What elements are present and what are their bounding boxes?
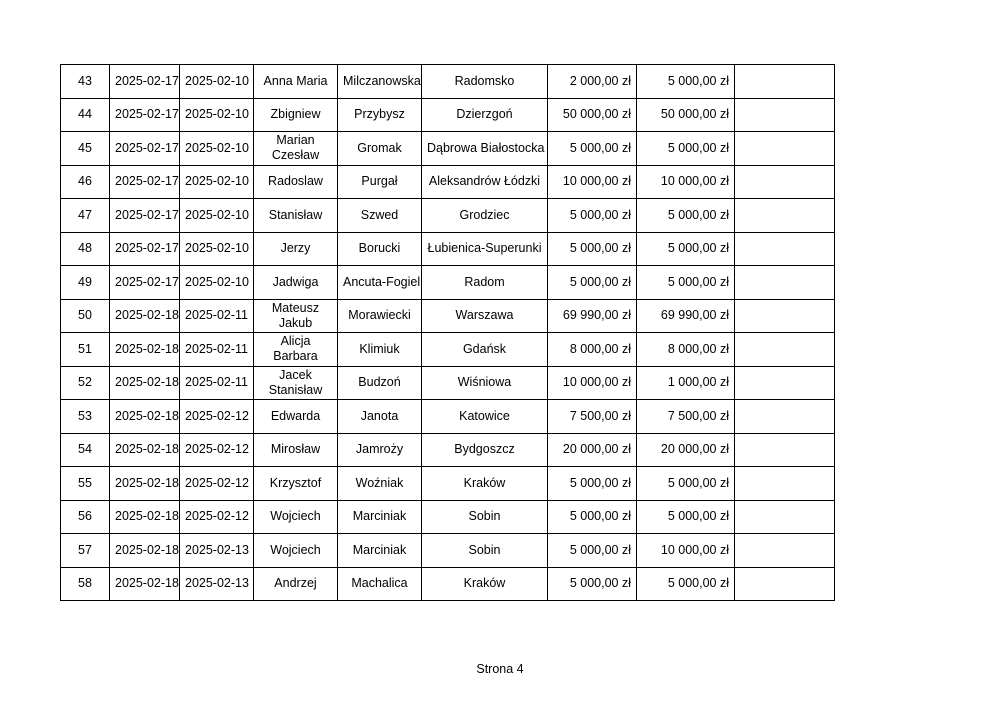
total-amount-cell: 10 000,00 zł [637, 165, 735, 199]
city-cell: Grodziec [422, 199, 548, 233]
row-number-cell: 48 [61, 232, 110, 266]
total-amount-cell: 5 000,00 zł [637, 500, 735, 534]
notes-cell [735, 299, 835, 333]
row-number-cell: 50 [61, 299, 110, 333]
transfer-date-cell: 2025-02-13 [180, 534, 254, 568]
transfer-date-cell: 2025-02-11 [180, 333, 254, 367]
entry-date-cell: 2025-02-18 [110, 534, 180, 568]
city-cell: Aleksandrów Łódzki [422, 165, 548, 199]
total-amount-cell: 10 000,00 zł [637, 534, 735, 568]
notes-cell [735, 199, 835, 233]
entry-date-cell: 2025-02-18 [110, 467, 180, 501]
total-amount-cell: 50 000,00 zł [637, 98, 735, 132]
table-row [61, 65, 835, 99]
amount-cell: 69 990,00 zł [548, 299, 637, 333]
first-name-cell: Edwarda [254, 400, 338, 434]
entry-date-cell: 2025-02-18 [110, 299, 180, 333]
table-row [61, 232, 835, 266]
total-amount-cell: 5 000,00 zł [637, 65, 735, 99]
table-row [61, 333, 835, 367]
city-cell: Warszawa [422, 299, 548, 333]
entry-date-cell: 2025-02-17 [110, 165, 180, 199]
entry-date-cell: 2025-02-18 [110, 500, 180, 534]
entry-date-cell: 2025-02-18 [110, 567, 180, 601]
total-amount-cell: 1 000,00 zł [637, 366, 735, 400]
city-cell: Kraków [422, 567, 548, 601]
transfer-date-cell: 2025-02-11 [180, 299, 254, 333]
row-number-cell: 56 [61, 500, 110, 534]
entry-date-cell: 2025-02-17 [110, 132, 180, 166]
city-cell: Radomsko [422, 65, 548, 99]
city-cell: Katowice [422, 400, 548, 434]
entry-date-cell: 2025-02-17 [110, 65, 180, 99]
notes-cell [735, 65, 835, 99]
table-row [61, 500, 835, 534]
transfer-date-cell: 2025-02-10 [180, 266, 254, 300]
row-number-cell: 52 [61, 366, 110, 400]
notes-cell [735, 165, 835, 199]
last-name-cell: Milczanowska [338, 65, 422, 99]
table-row [61, 467, 835, 501]
first-name-cell: Jadwiga [254, 266, 338, 300]
first-name-cell: Radoslaw [254, 165, 338, 199]
last-name-cell: Janota [338, 400, 422, 434]
notes-cell [735, 534, 835, 568]
row-number-cell: 44 [61, 98, 110, 132]
city-cell: Sobin [422, 500, 548, 534]
transfer-date-cell: 2025-02-10 [180, 98, 254, 132]
city-cell: Wiśniowa [422, 366, 548, 400]
total-amount-cell: 8 000,00 zł [637, 333, 735, 367]
city-cell: Dąbrowa Białostocka [422, 132, 548, 166]
row-number-cell: 57 [61, 534, 110, 568]
transfer-date-cell: 2025-02-12 [180, 433, 254, 467]
last-name-cell: Woźniak [338, 467, 422, 501]
amount-cell: 5 000,00 zł [548, 500, 637, 534]
last-name-cell: Purgał [338, 165, 422, 199]
city-cell: Łubienica-Superunki [422, 232, 548, 266]
transfer-date-cell: 2025-02-10 [180, 199, 254, 233]
table-row [61, 299, 835, 333]
city-cell: Gdańsk [422, 333, 548, 367]
amount-cell: 7 500,00 zł [548, 400, 637, 434]
total-amount-cell: 5 000,00 zł [637, 132, 735, 166]
notes-cell [735, 400, 835, 434]
entry-date-cell: 2025-02-18 [110, 366, 180, 400]
first-name-cell: Anna Maria [254, 65, 338, 99]
table-row [61, 199, 835, 233]
last-name-cell: Morawiecki [338, 299, 422, 333]
table-row [61, 534, 835, 568]
row-number-cell: 43 [61, 65, 110, 99]
entry-date-cell: 2025-02-18 [110, 333, 180, 367]
transfer-date-cell: 2025-02-13 [180, 567, 254, 601]
row-number-cell: 58 [61, 567, 110, 601]
transfer-date-cell: 2025-02-10 [180, 132, 254, 166]
notes-cell [735, 567, 835, 601]
row-number-cell: 51 [61, 333, 110, 367]
first-name-cell: Zbigniew [254, 98, 338, 132]
amount-cell: 5 000,00 zł [548, 232, 637, 266]
notes-cell [735, 467, 835, 501]
first-name-cell: Stanisław [254, 199, 338, 233]
last-name-cell: Machalica [338, 567, 422, 601]
entry-date-cell: 2025-02-17 [110, 232, 180, 266]
first-name-cell: Mateusz Jakub [254, 299, 338, 333]
transfer-date-cell: 2025-02-12 [180, 467, 254, 501]
transfer-date-cell: 2025-02-12 [180, 500, 254, 534]
amount-cell: 5 000,00 zł [548, 567, 637, 601]
row-number-cell: 45 [61, 132, 110, 166]
last-name-cell: Ancuta-Fogiel [338, 266, 422, 300]
table-row [61, 132, 835, 166]
table-row [61, 266, 835, 300]
notes-cell [735, 433, 835, 467]
notes-cell [735, 232, 835, 266]
notes-cell [735, 500, 835, 534]
table-body [61, 65, 835, 601]
entry-date-cell: 2025-02-17 [110, 199, 180, 233]
entry-date-cell: 2025-02-17 [110, 98, 180, 132]
last-name-cell: Klimiuk [338, 333, 422, 367]
total-amount-cell: 5 000,00 zł [637, 266, 735, 300]
total-amount-cell: 7 500,00 zł [637, 400, 735, 434]
transfer-date-cell: 2025-02-10 [180, 65, 254, 99]
amount-cell: 5 000,00 zł [548, 266, 637, 300]
donations-table [60, 64, 835, 601]
amount-cell: 8 000,00 zł [548, 333, 637, 367]
total-amount-cell: 20 000,00 zł [637, 433, 735, 467]
row-number-cell: 46 [61, 165, 110, 199]
total-amount-cell: 69 990,00 zł [637, 299, 735, 333]
amount-cell: 20 000,00 zł [548, 433, 637, 467]
first-name-cell: Marian Czesław [254, 132, 338, 166]
first-name-cell: Jacek Stanisław [254, 366, 338, 400]
last-name-cell: Marciniak [338, 500, 422, 534]
notes-cell [735, 333, 835, 367]
amount-cell: 10 000,00 zł [548, 366, 637, 400]
transfer-date-cell: 2025-02-11 [180, 366, 254, 400]
total-amount-cell: 5 000,00 zł [637, 467, 735, 501]
transfer-date-cell: 2025-02-10 [180, 165, 254, 199]
first-name-cell: Alicja Barbara [254, 333, 338, 367]
row-number-cell: 54 [61, 433, 110, 467]
last-name-cell: Marciniak [338, 534, 422, 568]
amount-cell: 5 000,00 zł [548, 199, 637, 233]
amount-cell: 5 000,00 zł [548, 534, 637, 568]
amount-cell: 2 000,00 zł [548, 65, 637, 99]
row-number-cell: 53 [61, 400, 110, 434]
notes-cell [735, 266, 835, 300]
first-name-cell: Wojciech [254, 534, 338, 568]
transfer-date-cell: 2025-02-10 [180, 232, 254, 266]
amount-cell: 5 000,00 zł [548, 467, 637, 501]
amount-cell: 5 000,00 zł [548, 132, 637, 166]
row-number-cell: 49 [61, 266, 110, 300]
first-name-cell: Wojciech [254, 500, 338, 534]
last-name-cell: Szwed [338, 199, 422, 233]
last-name-cell: Budzoń [338, 366, 422, 400]
table-row [61, 98, 835, 132]
transfer-date-cell: 2025-02-12 [180, 400, 254, 434]
row-number-cell: 55 [61, 467, 110, 501]
amount-cell: 50 000,00 zł [548, 98, 637, 132]
entry-date-cell: 2025-02-17 [110, 266, 180, 300]
city-cell: Kraków [422, 467, 548, 501]
last-name-cell: Jamroży [338, 433, 422, 467]
table-row [61, 400, 835, 434]
amount-cell: 10 000,00 zł [548, 165, 637, 199]
first-name-cell: Jerzy [254, 232, 338, 266]
city-cell: Dzierzgoń [422, 98, 548, 132]
page-number: Strona 4 [476, 662, 524, 676]
entry-date-cell: 2025-02-18 [110, 400, 180, 434]
city-cell: Radom [422, 266, 548, 300]
city-cell: Bydgoszcz [422, 433, 548, 467]
table-row [61, 433, 835, 467]
notes-cell [735, 366, 835, 400]
last-name-cell: Gromak [338, 132, 422, 166]
total-amount-cell: 5 000,00 zł [637, 232, 735, 266]
table-row [61, 366, 835, 400]
notes-cell [735, 98, 835, 132]
last-name-cell: Borucki [338, 232, 422, 266]
row-number-cell: 47 [61, 199, 110, 233]
first-name-cell: Krzysztof [254, 467, 338, 501]
entry-date-cell: 2025-02-18 [110, 433, 180, 467]
first-name-cell: Andrzej [254, 567, 338, 601]
total-amount-cell: 5 000,00 zł [637, 567, 735, 601]
last-name-cell: Przybysz [338, 98, 422, 132]
table-row [61, 165, 835, 199]
city-cell: Sobin [422, 534, 548, 568]
first-name-cell: Mirosław [254, 433, 338, 467]
notes-cell [735, 132, 835, 166]
table-row [61, 567, 835, 601]
total-amount-cell: 5 000,00 zł [637, 199, 735, 233]
